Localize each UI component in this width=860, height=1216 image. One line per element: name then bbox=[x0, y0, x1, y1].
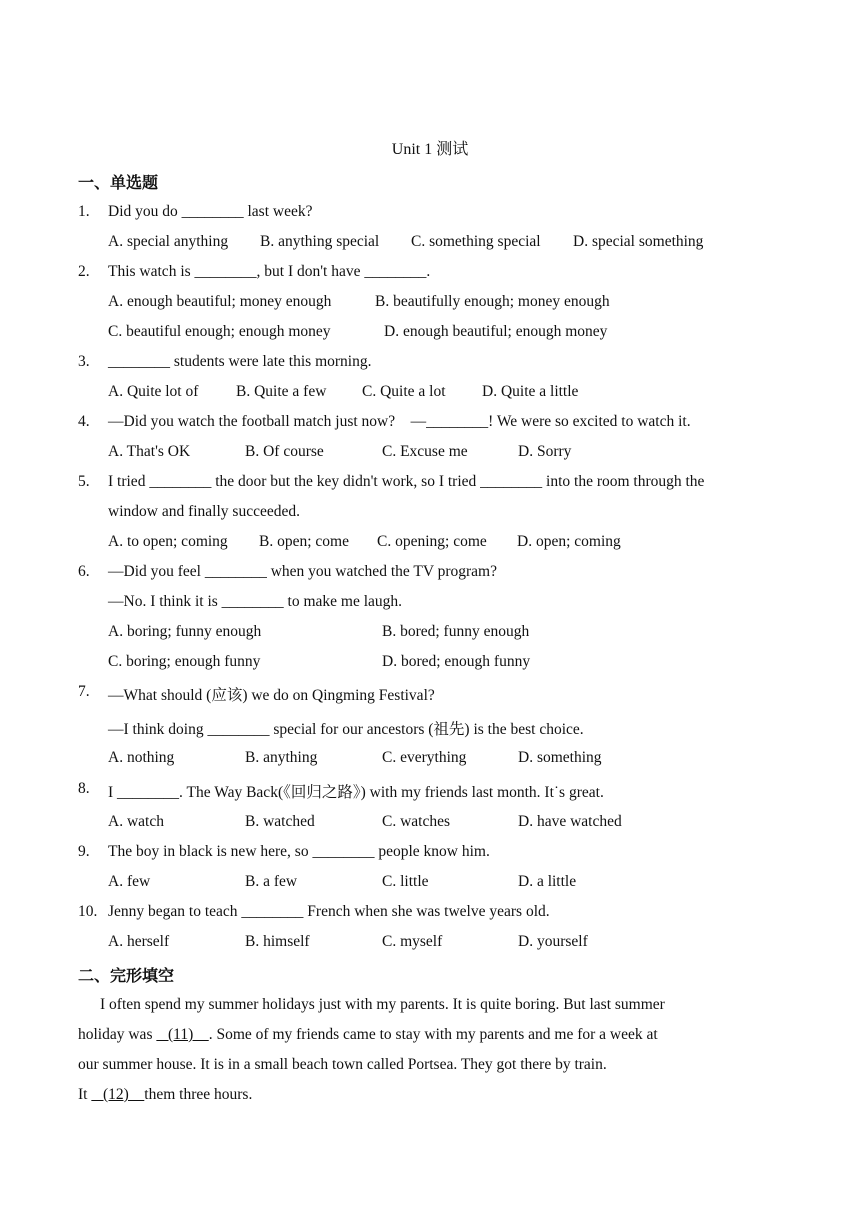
question-stem: The boy in black is new here, so ________ people know him. bbox=[108, 843, 490, 860]
option-a: A. special anything bbox=[108, 233, 229, 250]
option-d: D. a little bbox=[518, 873, 577, 890]
option-b: B. open; come bbox=[259, 533, 349, 550]
cloze-paragraph-line bbox=[78, 1026, 658, 1044]
question-stem: This watch is ________, but I don't have ________. bbox=[108, 263, 431, 280]
question-stem: ________ students were late this morning. bbox=[108, 353, 372, 370]
question-stem: I ________. The Way Back(《回归之路》) with my friends last month. It˙s great. bbox=[108, 784, 604, 801]
option-c: C. Quite a lot bbox=[362, 383, 446, 400]
option-c: C. opening; come bbox=[377, 533, 487, 550]
cloze-text: . Some of my friends came to stay with my parents and me for a week at bbox=[208, 1026, 658, 1043]
question-stem-continued: window and finally succeeded. bbox=[108, 503, 300, 520]
option-c: C. little bbox=[382, 873, 429, 890]
question-number: 4. bbox=[78, 413, 90, 430]
question-number: 10. bbox=[78, 903, 98, 920]
option-c: C. something special bbox=[411, 233, 541, 250]
option-b: B. himself bbox=[245, 933, 310, 950]
cloze-text: It bbox=[78, 1086, 92, 1103]
option-b: B. anything special bbox=[260, 233, 380, 250]
question-number: 1. bbox=[78, 203, 90, 220]
option-a: A. boring; funny enough bbox=[108, 623, 262, 640]
option-d: D. enough beautiful; enough money bbox=[384, 323, 608, 340]
option-a: A. nothing bbox=[108, 749, 175, 766]
option-d: D. open; coming bbox=[517, 533, 621, 550]
option-b: B. bored; funny enough bbox=[382, 623, 530, 640]
page-title: Unit 1 测试 bbox=[391, 141, 469, 158]
question-number: 2. bbox=[78, 263, 90, 280]
cloze-text: them three hours. bbox=[144, 1086, 253, 1103]
option-c: C. beautiful enough; enough money bbox=[108, 323, 331, 340]
cloze-blank-12: (12) bbox=[91, 1086, 145, 1103]
option-d: D. special something bbox=[573, 233, 704, 250]
question-number: 3. bbox=[78, 353, 90, 370]
option-c: C. boring; enough funny bbox=[108, 653, 261, 670]
option-d: D. Quite a little bbox=[482, 383, 579, 400]
option-a: A. Quite lot of bbox=[108, 383, 199, 400]
cloze-paragraph-line bbox=[78, 1086, 252, 1104]
question-stem: I tried ________ the door but the key didn't work, so I tried ________ into the room through the bbox=[108, 473, 705, 490]
cloze-blank-11: (11) bbox=[156, 1026, 209, 1043]
question-number: 8. bbox=[78, 780, 90, 797]
question-stem: —Did you watch the football match just now? —________! We were so excited to watch it. bbox=[108, 413, 691, 430]
question-stem: —Did you feel ________ when you watched the TV program? bbox=[108, 563, 497, 580]
question-number: 7. bbox=[78, 683, 90, 700]
option-b: B. beautifully enough; money enough bbox=[375, 293, 610, 310]
cloze-paragraph-line: I often spend my summer holidays just with my parents. It is quite boring. But last summer bbox=[100, 996, 665, 1013]
option-a: A. herself bbox=[108, 933, 170, 950]
cloze-paragraph-line: our summer house. It is in a small beach town called Portsea. They got there by train. bbox=[78, 1056, 607, 1073]
option-b: B. watched bbox=[245, 813, 315, 830]
option-a: A. watch bbox=[108, 813, 164, 830]
option-d: D. something bbox=[518, 749, 602, 766]
option-d: D. bored; enough funny bbox=[382, 653, 531, 670]
question-stem-continued: —No. I think it is ________ to make me laugh. bbox=[108, 593, 403, 610]
question-number: 5. bbox=[78, 473, 90, 490]
option-d: D. Sorry bbox=[518, 443, 572, 460]
option-c: C. watches bbox=[382, 813, 451, 830]
option-a: A. few bbox=[108, 873, 151, 890]
option-d: D. have watched bbox=[518, 813, 622, 830]
section-heading-cloze: 二、完形填空 bbox=[78, 966, 175, 985]
option-a: A. enough beautiful; money enough bbox=[108, 293, 332, 310]
question-stem: Did you do ________ last week? bbox=[108, 203, 313, 220]
option-b: B. anything bbox=[245, 749, 318, 766]
question-stem-continued: —I think doing ________ special for our ancestors (祖先) is the best choice. bbox=[108, 721, 584, 738]
section-heading-single-choice: 一、单选题 bbox=[78, 173, 159, 192]
option-c: C. everything bbox=[382, 749, 467, 766]
question-stem: —What should (应该) we do on Qingming Festival? bbox=[108, 687, 435, 704]
question-number: 9. bbox=[78, 843, 90, 860]
option-a: A. to open; coming bbox=[108, 533, 228, 550]
question-number: 6. bbox=[78, 563, 90, 580]
cloze-text: holiday was bbox=[78, 1026, 157, 1043]
option-a: A. That's OK bbox=[108, 443, 191, 460]
option-c: C. myself bbox=[382, 933, 443, 950]
option-b: B. Quite a few bbox=[236, 383, 327, 400]
option-d: D. yourself bbox=[518, 933, 588, 950]
question-stem: Jenny began to teach ________ French when she was twelve years old. bbox=[108, 903, 550, 920]
option-c: C. Excuse me bbox=[382, 443, 468, 460]
option-b: B. a few bbox=[245, 873, 298, 890]
option-b: B. Of course bbox=[245, 443, 324, 460]
